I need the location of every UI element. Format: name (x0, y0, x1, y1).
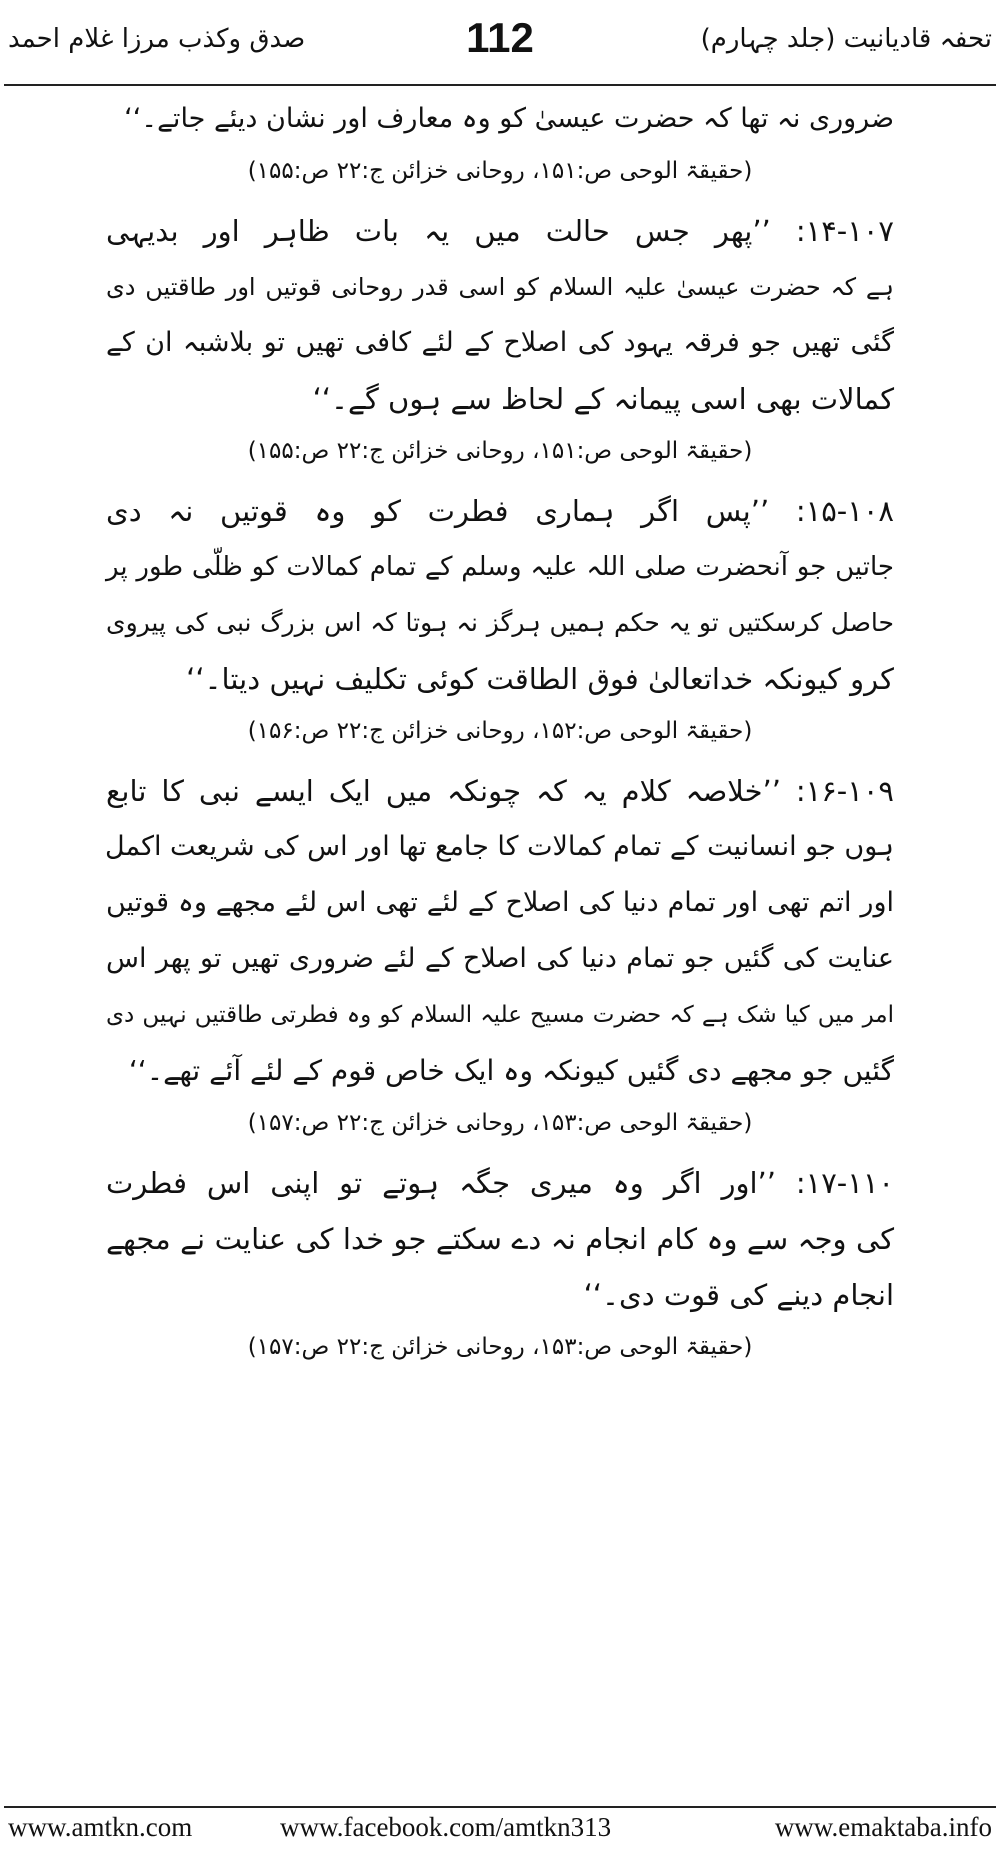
section-title: صدق وکذب مرزا غلام احمد (8, 24, 306, 54)
text-line: جاتیں جو آنحضرت صلی اللہ علیہ وسلم کے تمام کمالات کو ظلّی طور پر (106, 552, 894, 582)
text-line: انجام دینے کی قوت دی۔‘‘ (583, 1278, 894, 1312)
text-line: حاصل کرسکتیں تو یہ حکم ہمیں ہرگز نہ ہوتا کہ اس بزرگ نبی کی پیروی (106, 608, 894, 637)
text-line: ۱۵-۱۰۸: ’’پس اگر ہماری فطرت کو وہ قوتیں نہ دی (106, 494, 894, 528)
text-line: گئیں جو مجھے دی گئیں کیونکہ وہ ایک خاص قوم کے لئے آئے تھے۔‘‘ (128, 1054, 894, 1087)
text-line: ۱۴-۱۰۷: ’’پھر جس حالت میں یہ بات ظاہر اور بدیہی (106, 214, 894, 248)
text-line: اور اتم تھی اور تمام دنیا کی اصلاح کے لئے تھی اس لئے مجھے وہ قوتیں (106, 887, 894, 918)
text-line: ۱۶-۱۰۹: ’’خلاصہ کلام یہ کہ چونکہ میں ایک ایسے نبی کا تابع (106, 774, 894, 808)
text-line: کی وجہ سے وہ کام انجام نہ دے سکتے جو خدا کی عنایت نے مجھے (106, 1222, 894, 1256)
footer-link-amtkn[interactable]: www.amtkn.com (8, 1812, 193, 1842)
citation: (حقیقۃ الوحی ص:۱۵۱، روحانی خزائن ج:۲۲ ص:۱۵۵) (247, 438, 753, 464)
text-line: عنایت کی گئیں جو تمام دنیا کی اصلاح کے لئے ضروری تھیں تو پھر اس (106, 943, 894, 974)
footer-divider (4, 1806, 996, 1808)
footer-link-facebook[interactable]: www.facebook.com/amtkn313 (280, 1812, 612, 1842)
header-divider (4, 84, 996, 86)
footer-link-emaktaba[interactable]: www.emaktaba.info (774, 1812, 992, 1842)
text-line: ۱۷-۱۱۰: ’’اور اگر وہ میری جگہ ہوتے تو اپنی اس فطرت (106, 1166, 894, 1200)
text-line: کمالات بھی اسی پیمانہ کے لحاظ سے ہوں گے۔‘‘ (312, 382, 894, 416)
book-title: تحفہ قادیانیت (جلد چہارم) (700, 24, 992, 54)
text-line: ہے کہ حضرت عیسیٰ علیہ السلام کو اسی قدر روحانی قوتیں اور طاقتیں دی (106, 273, 894, 301)
page-body (100, 98, 900, 1386)
text-line: کرو کیونکہ خداتعالیٰ فوق الطاقت کوئی تکلیف نہیں دیتا۔‘‘ (186, 662, 894, 696)
text-line: امر میں کیا شک ہے کہ حضرت مسیح علیہ السلام کو وہ فطرتی طاقتیں نہیں دی (106, 1002, 894, 1028)
page-header (0, 0, 1000, 84)
citation: (حقیقۃ الوحی ص:۱۵۳، روحانی خزائن ج:۲۲ ص:۱۵۷) (247, 1110, 753, 1136)
citation: (حقیقۃ الوحی ص:۱۵۳، روحانی خزائن ج:۲۲ ص:۱۵۷) (247, 1334, 753, 1360)
text-line: ضروری نہ تھا کہ حضرت عیسیٰ کو وہ معارف اور نشان دیئے جاتے۔‘‘ (124, 103, 894, 134)
citation: (حقیقۃ الوحی ص:۱۵۱، روحانی خزائن ج:۲۲ ص:۱۵۵) (247, 158, 753, 184)
citation: (حقیقۃ الوحی ص:۱۵۲، روحانی خزائن ج:۲۲ ص:۱۵۶) (247, 718, 753, 744)
text-line: گئی تھیں جو فرقہ یہود کی اصلاح کے لئے کافی تھیں تو بلاشبہ ان کے (106, 327, 894, 358)
text-line: ہوں جو انسانیت کے تمام کمالات کا جامع تھا اور اس کی شریعت اکمل (105, 831, 894, 862)
page-number: 112 (466, 14, 534, 61)
page-footer (0, 1812, 1000, 1846)
